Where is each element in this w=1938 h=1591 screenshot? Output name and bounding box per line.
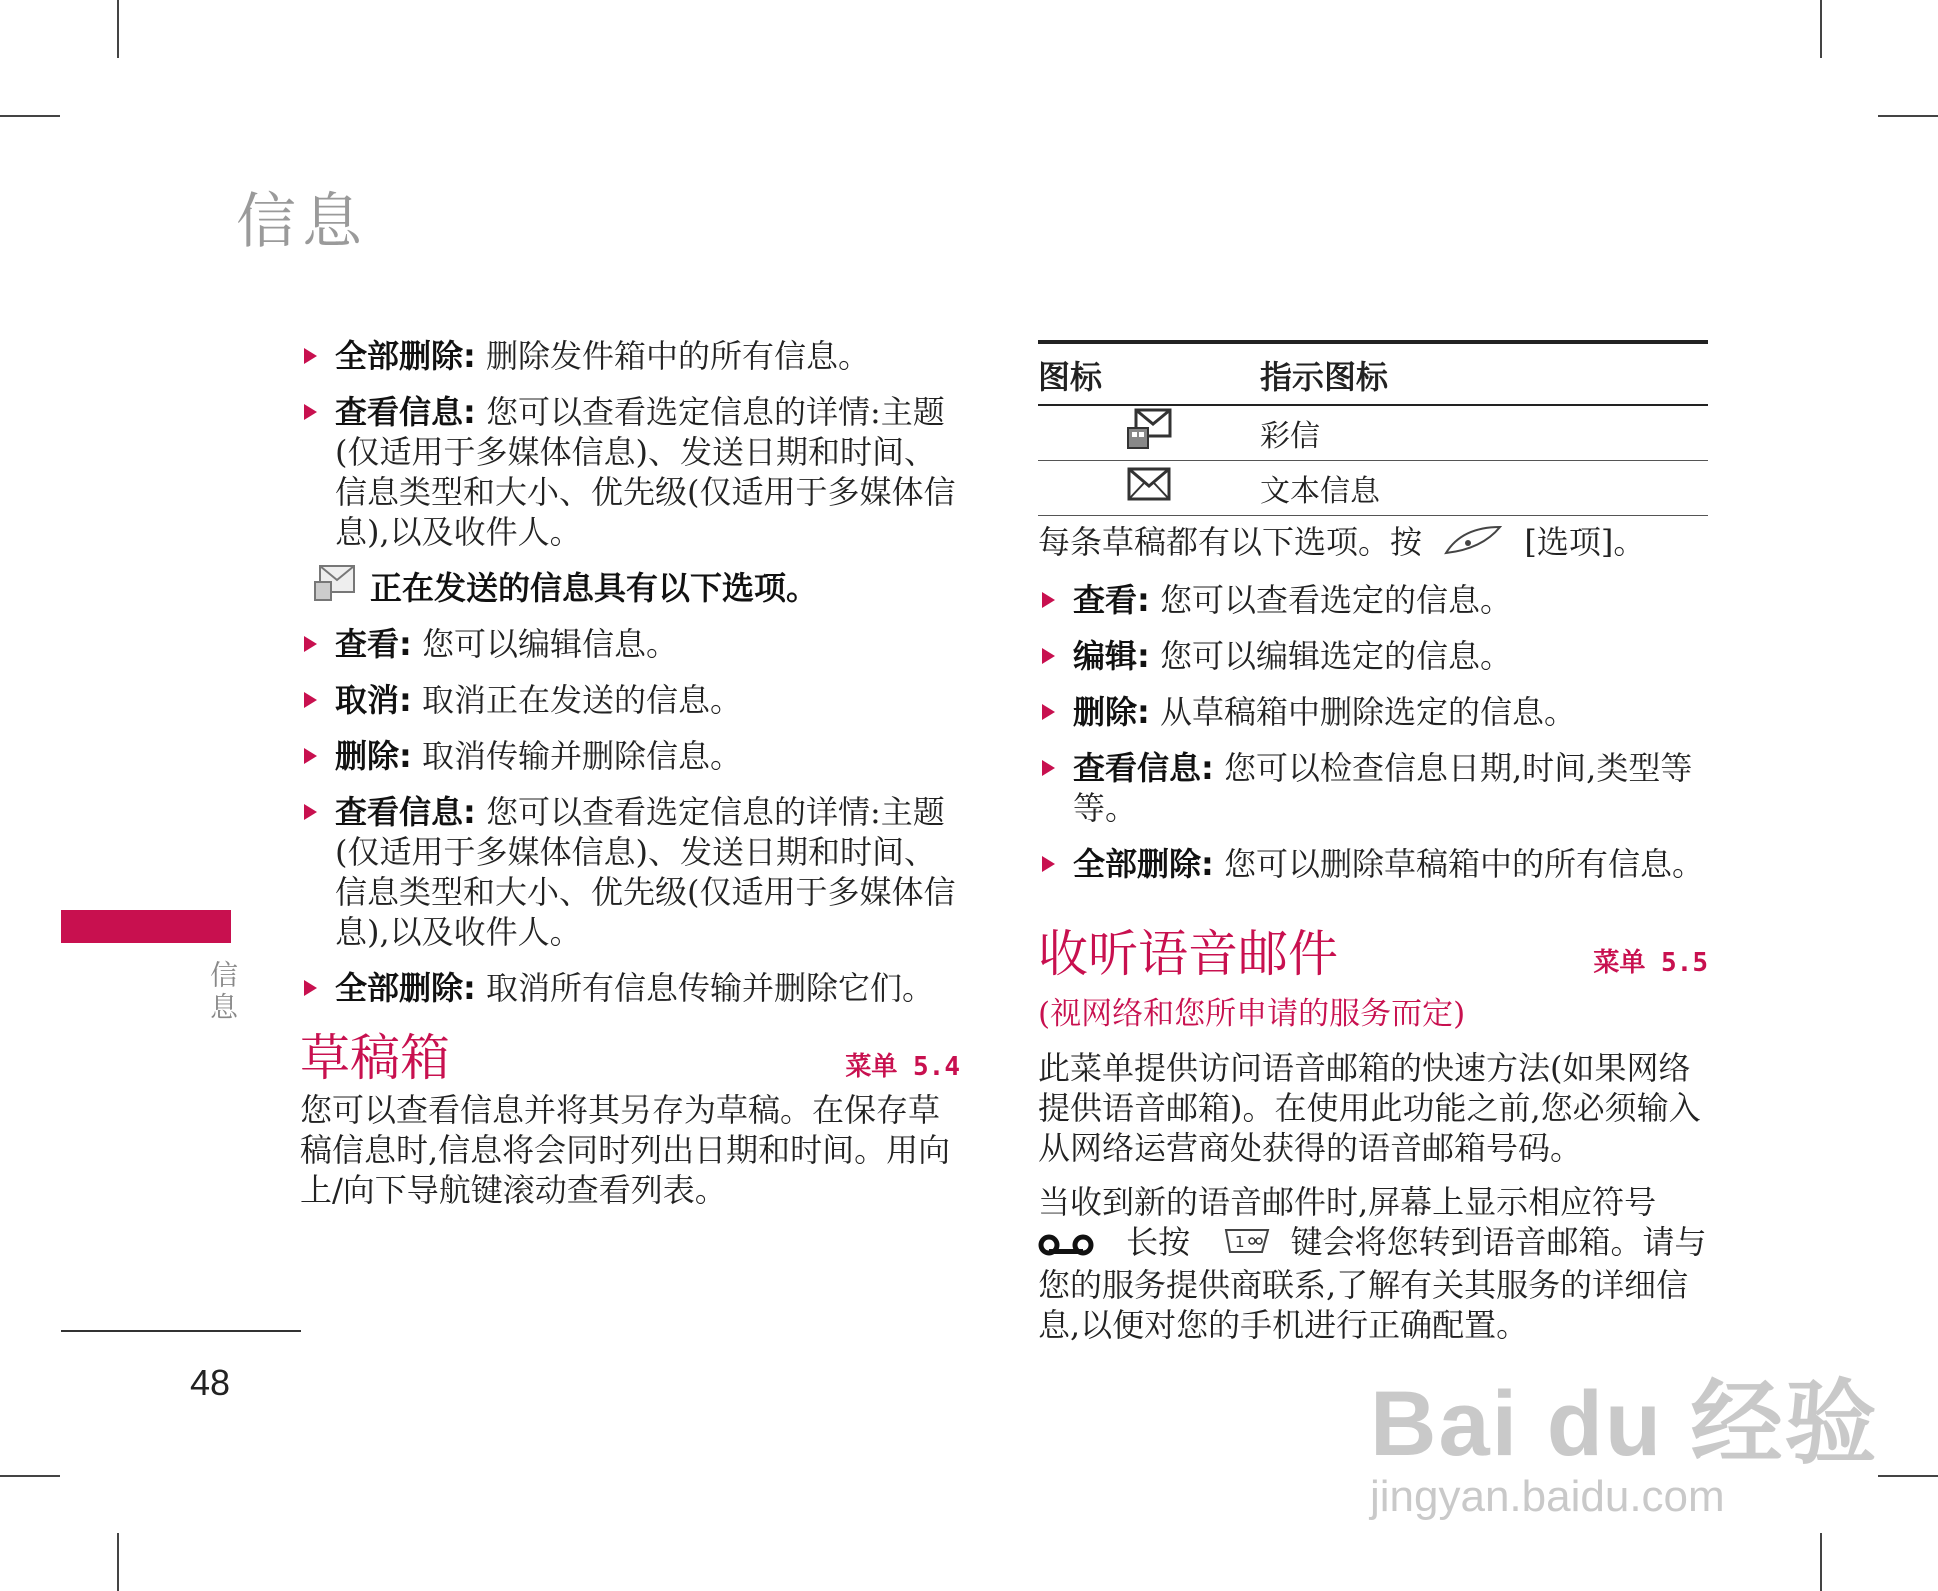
- page-heading: 信息: [236, 187, 368, 257]
- drafts-title: 草稿箱: [300, 1029, 450, 1087]
- bullet-triangle-icon: [304, 636, 317, 652]
- item-text: 您可以删除草稿箱中的所有信息。: [1223, 845, 1704, 883]
- footer-rule: [61, 1330, 301, 1332]
- bullet-triangle-icon: [1042, 760, 1055, 776]
- text-message-icon: [1038, 461, 1260, 516]
- item-text: 您可以查看选定信息的详情:主题(仅适用于多媒体信息)、发送日期和时间、信息类型和大小、优先级(仅适用于多媒体信息),以及收件人。: [335, 793, 956, 951]
- key-1-icon: [1222, 1224, 1272, 1265]
- item-text: 删除发件箱中的所有信息。: [485, 337, 870, 375]
- list-item: [1038, 580, 1708, 620]
- voicemail-title: 收听语音邮件: [1038, 925, 1338, 983]
- list-item: [1038, 692, 1708, 732]
- item-text: 取消所有信息传输并删除它们。: [485, 969, 934, 1007]
- item-text: 您可以查看选定的信息。: [1159, 581, 1512, 619]
- voicemail-text-a: 当收到新的语音邮件时,屏幕上显示相应符号: [1038, 1183, 1657, 1221]
- right-column: [1038, 340, 1708, 1359]
- voicemail-section-header: [1038, 924, 1708, 986]
- voicemail-description: 此菜单提供访问语音邮箱的快速方法(如果网络提供语音邮箱)。在使用此功能之前,您必须输入从网络运营商处获得的语音邮箱号码。: [1038, 1049, 1701, 1167]
- crop-mark: [0, 115, 60, 117]
- item-label: 查看:: [335, 625, 412, 663]
- drafts-section-header: [300, 1028, 960, 1090]
- chapter-tab: [61, 910, 231, 943]
- watermark-logo-text: Bai du 经验: [1370, 1373, 1879, 1475]
- list-item: [300, 392, 960, 552]
- bullet-triangle-icon: [1042, 856, 1055, 872]
- item-label: 编辑:: [1073, 637, 1150, 675]
- bullet-triangle-icon: [304, 404, 317, 420]
- bullet-triangle-icon: [304, 748, 317, 764]
- crop-mark: [1820, 1533, 1822, 1591]
- item-label: 查看:: [1073, 581, 1150, 619]
- svg-text:1: 1: [1235, 1233, 1245, 1251]
- item-label: 全部删除:: [1073, 845, 1214, 883]
- left-column: [300, 336, 960, 1224]
- item-text: 您可以检查信息日期,时间,类型等等。: [1073, 749, 1693, 827]
- item-label: 查看信息:: [335, 793, 476, 831]
- list-item: [1038, 636, 1708, 676]
- voicemail-text-c: 键会将您转到语音邮箱。请与您的服务提供商联系,了解有关其服务的详细信息,以便对您的手机进行正确配置。: [1038, 1223, 1707, 1344]
- bullet-triangle-icon: [1042, 648, 1055, 664]
- list-item: [300, 336, 960, 376]
- bullet-triangle-icon: [304, 804, 317, 820]
- bullet-triangle-icon: [304, 980, 317, 996]
- list-item: [300, 736, 960, 776]
- voicemail-text-b: 长按: [1126, 1223, 1191, 1261]
- chapter-tab-label: 信息: [206, 960, 239, 1024]
- envelope-note-icon: [314, 562, 358, 611]
- options-list-drafts: [1038, 580, 1708, 884]
- mms-icon: [1038, 405, 1260, 461]
- item-label: 全部删除:: [335, 337, 476, 375]
- bullet-triangle-icon: [1042, 704, 1055, 720]
- drafts-menu-number: 菜单 5.4: [845, 1052, 960, 1082]
- item-text: 从草稿箱中删除选定的信息。: [1159, 693, 1576, 731]
- item-text: 您可以编辑信息。: [421, 625, 678, 663]
- table-row: [1038, 405, 1708, 461]
- mms-label: 彩信: [1260, 405, 1708, 461]
- table-row: [1038, 461, 1708, 516]
- item-text: 您可以查看选定信息的详情:主题(仅适用于多媒体信息)、发送日期和时间、信息类型和大小、优先级(仅适用于多媒体信息),以及收件人。: [335, 393, 956, 551]
- watermark: [1370, 1350, 1879, 1522]
- item-text: 取消传输并删除信息。: [421, 737, 742, 775]
- item-label: 查看信息:: [335, 393, 476, 431]
- options-list-sending: [300, 624, 960, 1008]
- bullet-triangle-icon: [304, 692, 317, 708]
- bullet-triangle-icon: [1042, 592, 1055, 608]
- left-softkey-icon: [1442, 523, 1504, 566]
- crop-mark: [117, 0, 119, 58]
- item-label: 删除:: [1073, 693, 1150, 731]
- options-list-outbox: [300, 336, 960, 552]
- item-label: 查看信息:: [1073, 749, 1214, 787]
- voicemail-instructions: [1038, 1182, 1708, 1345]
- list-item: [300, 968, 960, 1008]
- item-label: 取消:: [335, 681, 412, 719]
- sending-options-note: [300, 568, 960, 608]
- options-intro-text: 每条草稿都有以下选项。按: [1038, 523, 1423, 561]
- item-label: 全部删除:: [335, 969, 476, 1007]
- crop-mark: [1820, 0, 1822, 58]
- bullet-triangle-icon: [304, 348, 317, 364]
- crop-mark: [1878, 115, 1938, 117]
- page-number: 48: [190, 1362, 231, 1403]
- list-item: [300, 624, 960, 664]
- crop-mark: [1878, 1475, 1938, 1477]
- note-text: 正在发送的信息具有以下选项。: [370, 569, 819, 607]
- item-text: 取消正在发送的信息。: [421, 681, 742, 719]
- list-item: [1038, 844, 1708, 884]
- voicemail-subtitle: (视网络和您所申请的服务而定): [1038, 996, 1466, 1032]
- item-text: 您可以编辑选定的信息。: [1159, 637, 1512, 675]
- list-item: [300, 792, 960, 952]
- crop-mark: [117, 1533, 119, 1591]
- list-item: [1038, 748, 1708, 828]
- text-message-label: 文本信息: [1260, 461, 1708, 516]
- icon-table-header-indicator: 指示图标: [1260, 342, 1708, 405]
- voicemail-menu-number: 菜单 5.5: [1593, 948, 1708, 978]
- options-intro-suffix: [选项]。: [1524, 523, 1646, 561]
- icon-table-header-icon: 图标: [1038, 342, 1260, 405]
- crop-mark: [0, 1475, 60, 1477]
- item-label: 删除:: [335, 737, 412, 775]
- list-item: [300, 680, 960, 720]
- watermark-url: jingyan.baidu.com: [1370, 1472, 1725, 1521]
- options-intro: [1038, 522, 1708, 566]
- icon-table: [1038, 340, 1708, 516]
- voicemail-icon: [1038, 1225, 1094, 1265]
- drafts-description: 您可以查看信息并将其另存为草稿。在保存草稿信息时,信息将会同时列出日期和时间。用向上/向下导航键滚动查看列表。: [300, 1091, 951, 1209]
